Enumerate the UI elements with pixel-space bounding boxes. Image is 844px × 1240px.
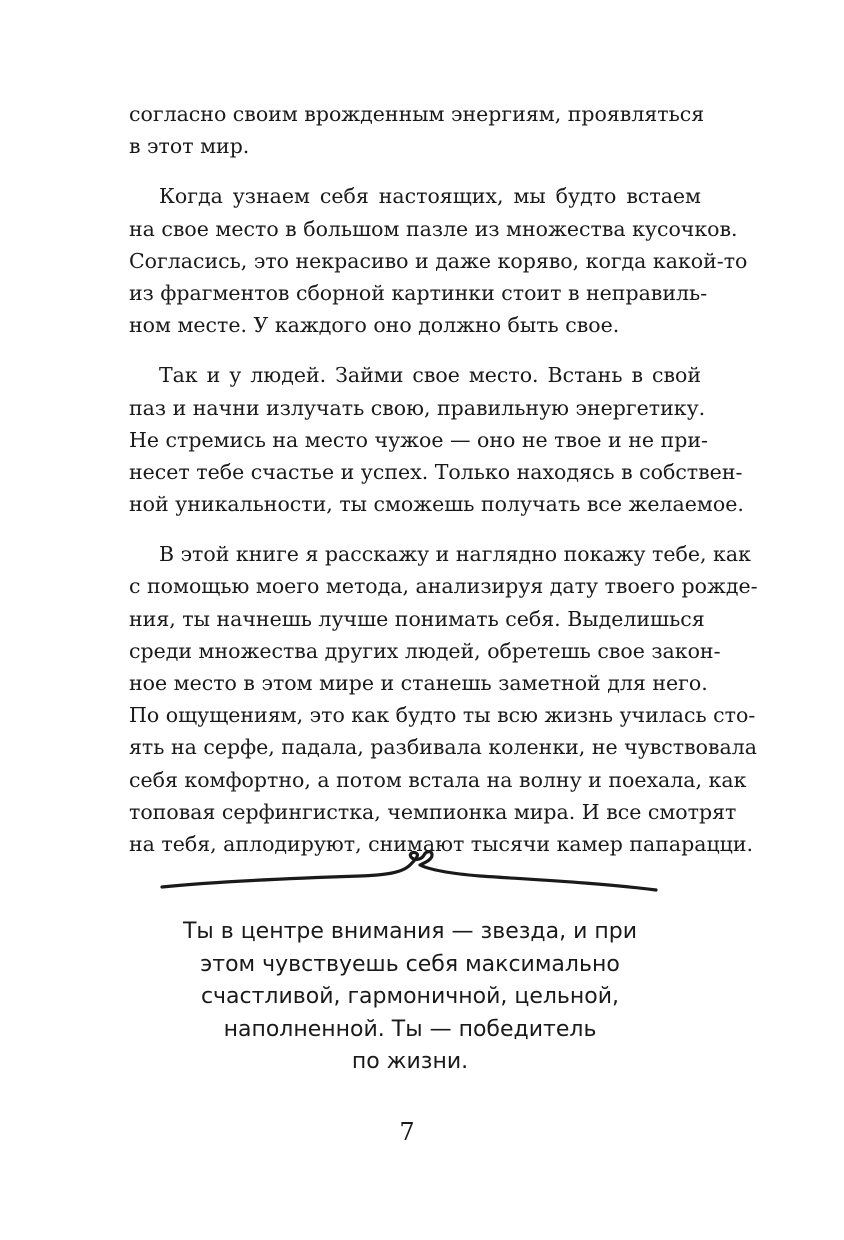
text-line: на тебя, аплодируют, снимают тысячи камер папарацци. <box>129 831 754 856</box>
text-line: Когда узнаем себя настоящих, мы будто встаем <box>159 184 701 209</box>
page-number: 7 <box>399 1118 415 1146</box>
text-line: ное место в этом мире и станешь заметной для него. <box>129 671 708 695</box>
text-line: ния, ты начнешь лучше понимать себя. Выделишься <box>129 606 705 631</box>
heart-loop-flourish-icon <box>160 845 660 900</box>
text-line: себя комфортно, а потом встала на волну и поехала, как <box>129 767 747 792</box>
text-line: ном месте. У каждого оно должно быть свое. <box>129 313 620 338</box>
text-line: с помощью моего метода, анализируя дату твоего рожде- <box>129 574 758 599</box>
paragraph-2 <box>129 180 748 341</box>
text-line: паз и начни излучать свою, правильную энергетику. <box>129 395 706 420</box>
text-line: ной уникальности, ты сможешь получать все желаемое. <box>129 492 744 517</box>
text-line: из фрагментов сборной картинки стоит в неправиль- <box>129 280 708 305</box>
text-line: среди множества других людей, обретешь свое закон- <box>129 638 721 663</box>
text-line: согласно своим врожденным энергиям, проявляться <box>129 102 705 126</box>
quote-line: по жизни. <box>351 1049 469 1074</box>
text-line: В этой книге я расскажу и наглядно покажу тебе, как <box>159 542 751 567</box>
text-line: Так и у людей. Займи свое место. Встань в свой <box>159 363 701 388</box>
paragraph-3 <box>129 359 744 520</box>
text-line: в этот мир. <box>129 134 250 159</box>
quote-line: этом чувствуешь себя максимально <box>200 951 620 977</box>
text-line: По ощущениям, это как будто ты всю жизнь училась сто- <box>129 703 756 728</box>
text-line: топовая серфингистка, чемпионка мира. И все смотрят <box>129 799 737 824</box>
quote-line: наполненной. Ты — победитель <box>223 1016 597 1042</box>
quote-line: счастливой, гармоничной, цельной, <box>200 984 620 1009</box>
body-text <box>129 98 758 878</box>
text-line: Не стремись на место чужое — оно не твое и не при- <box>129 427 708 452</box>
paragraph-4 <box>129 538 758 860</box>
text-line: несет тебе счастье и успех. Только находясь в собствен- <box>129 459 743 484</box>
text-line: Согласись, это некрасиво и даже коряво, когда какой-то <box>129 248 748 273</box>
text-line: на свое место в большом пазле из множества кусочков. <box>129 216 738 241</box>
quote-line: Ты в центре внимания — звезда, и при <box>182 919 638 944</box>
pull-quote <box>160 916 660 1079</box>
text-line: ять на серфе, падала, разбивала коленки, не чувствовала <box>129 735 758 760</box>
paragraph-1 <box>129 98 705 162</box>
